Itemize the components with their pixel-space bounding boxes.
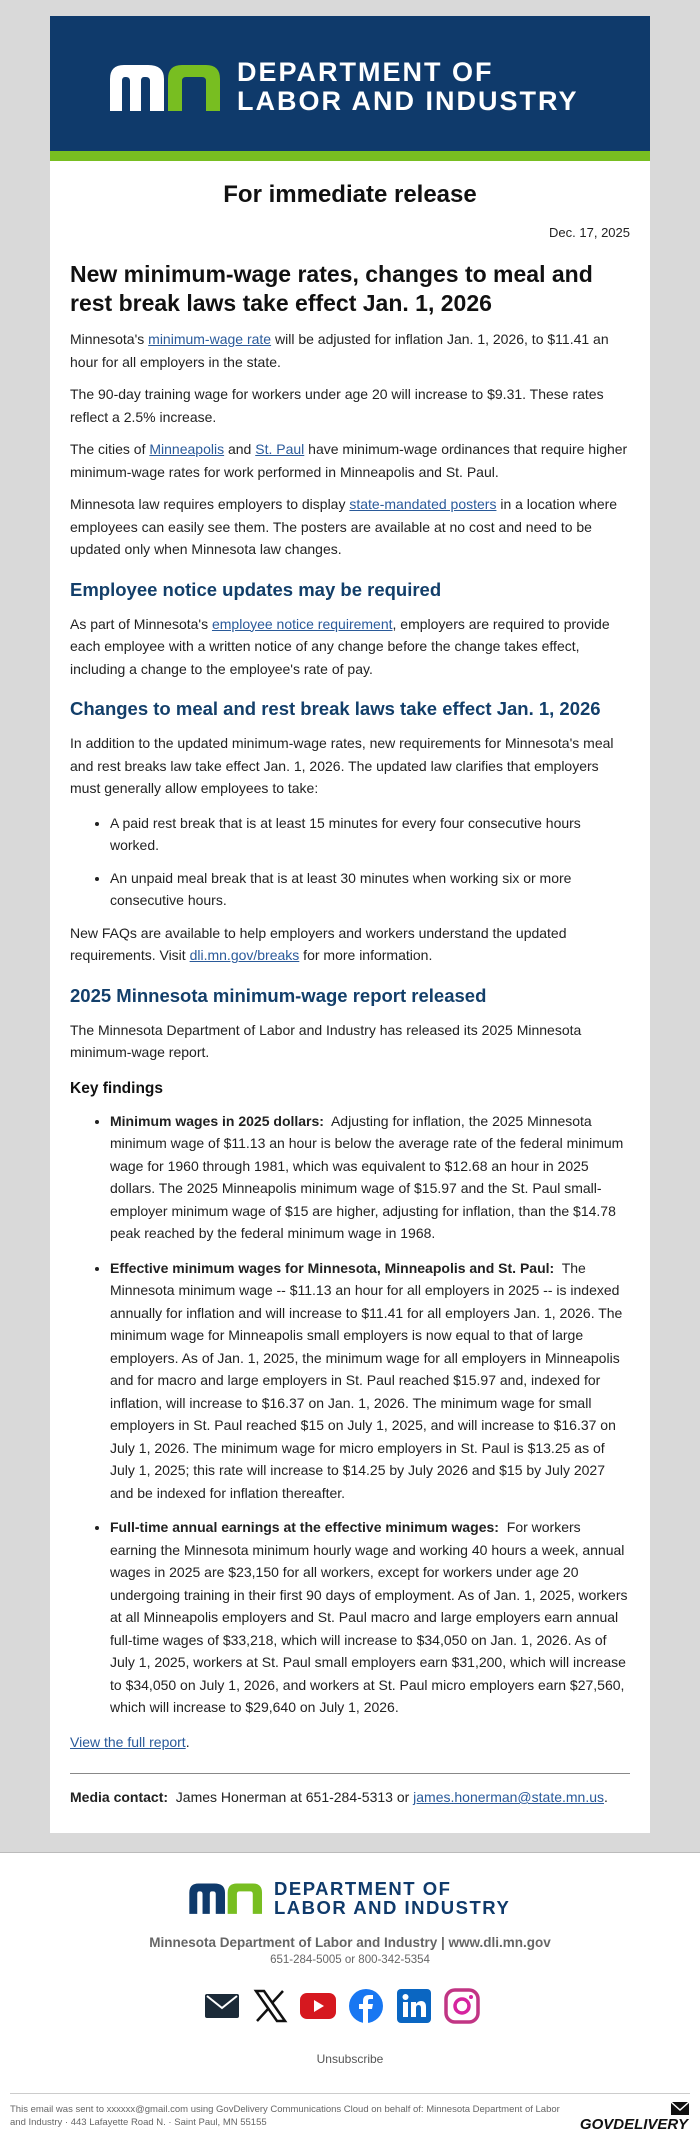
article-content xyxy=(50,161,650,1833)
employee-notice-link[interactable]: employee notice requirement xyxy=(211,615,393,632)
email-card xyxy=(50,16,650,1833)
logo-line2: LABOR AND INDUSTRY xyxy=(237,86,579,116)
linkedin-icon[interactable] xyxy=(395,1987,433,2025)
text: for more information. xyxy=(299,947,433,963)
text: in a location where employees can easily see them. The posters are available at no cost and need to be updated only when Minnesota law changes. xyxy=(70,496,618,557)
dli-logo xyxy=(108,58,579,116)
report-paragraph: The Minnesota Department of Labor and Industry has released its 2025 Minnesota minimum-wage report. xyxy=(70,1021,582,1060)
breaks-paragraph-1: In addition to the updated minimum-wage rates, new requirements for Minnesota's meal and rest breaks law take effect Jan. 1, 2026. The updated law clarifies that employers must generally allow employees to take: xyxy=(70,735,614,796)
finding-text: The Minnesota minimum wage -- $11.13 an hour for all employers in 2025 -- is indexed annually for inflation and will increase to $11.41 for all employers Jan. 1, 2026. The minimum wage for Minneapolis small employers is now equal to that of large employers. As of Jan. 1, 2025, the minimum wage for all employers in Minneapolis and for macro and large employers in St. Paul reached $15.97 and, indexed for inflation, will increase to $16.37 on Jan. 1, 2026. The minimum wage for small employers in St. Paul reached $15 on July 1, 2025, and will increase to $16.37 on July 1, 2026. The minimum wage for micro employers in St. Paul is $13.25 as of July 1, 2025; this rate will increase to $14.25 by July 2026 and $15 by July 2027 and be indexed for inflation thereafter. xyxy=(110,1259,623,1501)
full-report-paragraph xyxy=(70,1731,630,1754)
divider xyxy=(70,1773,630,1774)
text: New FAQs are available to help employers and workers understand the updated requirements. Visit xyxy=(70,924,567,963)
finding-title: Effective minimum wages for Minnesota, Minneapolis and St. Paul: xyxy=(110,1259,555,1276)
report-heading: 2025 Minnesota minimum-wage report released xyxy=(70,984,487,1006)
govdelivery-logo: GOVDELIVERY xyxy=(579,2116,688,2133)
breaks-list xyxy=(70,812,630,912)
header-banner xyxy=(50,16,650,151)
minneapolis-link[interactable]: Minneapolis xyxy=(149,441,225,457)
media-contact xyxy=(70,1786,630,1809)
finding-title: Minimum wages in 2025 dollars: xyxy=(110,1112,324,1129)
breaks-link[interactable]: dli.mn.gov/breaks xyxy=(189,947,300,963)
list-item: • A paid rest break that is at least 15 minutes for every four consecutive hours worked. xyxy=(110,812,630,857)
intro-paragraph-1 xyxy=(70,328,630,373)
state-posters-link[interactable]: state-mandated posters xyxy=(349,496,497,512)
finding-item xyxy=(110,1257,630,1505)
mn-logo-icon xyxy=(188,1880,264,1916)
breaks-heading: Changes to meal and rest break laws take effect Jan. 1, 2026 xyxy=(70,698,601,719)
footer-logo-text xyxy=(274,1879,510,1917)
footer-phone: 651-284-5005 or 800-342-5354 xyxy=(270,1954,430,1966)
text: The cities of xyxy=(70,441,150,457)
text: As part of Minnesota's xyxy=(70,615,212,632)
intro-paragraph-2: The 90-day training wage for workers under age 20 will increase to $9.31. These rates reflect a 2.5% increase. xyxy=(70,386,604,425)
findings-list xyxy=(70,1110,630,1719)
full-report-link[interactable]: View the full report xyxy=(70,1733,186,1750)
unsubscribe-link[interactable]: Unsubscribe xyxy=(316,2052,384,2066)
st-paul-link[interactable]: St. Paul xyxy=(255,441,305,457)
finding-item xyxy=(110,1516,630,1719)
media-email-link[interactable]: james.honerman@state.mn.us xyxy=(413,1789,605,1805)
footer-logo-line1: DEPARTMENT OF xyxy=(274,1878,452,1899)
headline: New minimum-wage rates, changes to meal and rest break laws take effect Jan. 1, 2026 xyxy=(70,261,593,316)
key-findings-heading: Key findings xyxy=(70,1079,164,1097)
footer xyxy=(0,1852,700,2155)
facebook-icon[interactable] xyxy=(347,1987,385,2025)
footer-logo xyxy=(188,1879,510,1917)
text: have minimum-wage ordinances that require higher minimum-wage rates for work performed in Minneapolis and St. Paul. xyxy=(70,441,628,480)
govdelivery-mail-icon xyxy=(670,2101,690,2117)
footer-divider xyxy=(10,2093,690,2094)
instagram-icon[interactable] xyxy=(443,1987,481,2025)
mn-logo-icon xyxy=(108,61,223,113)
finding-title: Full-time annual earnings at the effective minimum wages: xyxy=(110,1519,499,1535)
email-icon[interactable] xyxy=(203,1987,241,2025)
notice-heading: Employee notice updates may be required xyxy=(70,578,442,600)
footer-logo-line2: LABOR AND INDUSTRY xyxy=(274,1897,511,1918)
media-contact-label: Media contact: xyxy=(70,1789,169,1805)
footer-fine-print: This email was sent to xxxxxx@gmail.com using GovDelivery Communications Cloud on behalf of: Minnesota Department of Labor and Industry · 443 Lafayette Road N. · Saint Paul, MN 55155 xyxy=(10,2104,560,2128)
text: and xyxy=(224,441,256,457)
text: Minnesota law requires employers to display xyxy=(70,496,350,512)
list-item: • An unpaid meal break that is at least 30 minutes when working six or more consecutive hours. xyxy=(110,867,630,912)
intro-paragraph-4 xyxy=(70,493,630,561)
text: Minnesota's xyxy=(70,331,149,347)
media-contact-text: James Honerman at 651-284-5313 or xyxy=(175,1789,414,1805)
footer-org: Minnesota Department of Labor and Industry | www.dli.mn.gov xyxy=(149,1935,551,1950)
youtube-icon[interactable] xyxy=(299,1987,337,2025)
finding-item xyxy=(110,1110,630,1245)
finding-text: For workers earning the Minnesota minimum hourly wage and working 40 hours a week, annual wages in 2025 are $23,150 for all workers, except for workers under age 20 undergoing training in their first 90 days of employment. As of Jan. 1, 2025, workers at all Minneapolis employers and St. Paul macro and large employers earn annual full-time wages of $33,218, which will increase to $34,050 on Jan. 1, 2026. As of July 1, 2025, workers at St. Paul small employers earn $31,200, which will increase to $34,050 on July 1, 2026, and workers at St. Paul micro employers earn $27,560, which will increase to $29,640 on July 1, 2026. xyxy=(110,1519,628,1715)
green-accent-bar xyxy=(50,151,650,161)
text: will be adjusted for inflation Jan. 1, 2026, to $11.41 an hour for all employers in the state. xyxy=(70,331,609,370)
text: , employers are required to provide each employee with a written notice of any change before the change takes effect, including a change to the employee's rate of pay. xyxy=(70,615,610,677)
logo-line1: DEPARTMENT OF xyxy=(237,57,494,87)
release-label: For immediate release xyxy=(223,181,477,208)
text: . xyxy=(185,1733,190,1750)
release-date: Dec. 17, 2025 xyxy=(549,225,630,240)
x-icon[interactable] xyxy=(251,1987,289,2025)
dli-logo-text xyxy=(237,58,579,116)
breaks-paragraph-2 xyxy=(70,922,630,967)
minimum-wage-rate-link[interactable]: minimum-wage rate xyxy=(148,331,272,347)
text: . xyxy=(604,1789,608,1805)
finding-text: Adjusting for inflation, the 2025 Minnesota minimum wage of $11.13 an hour is below the average rate of the federal minimum wage for 1960 through 1981, which was equivalent to $12.68 an hour in 2025 dollars. The 2025 Minneapolis minimum wage of $15.97 and the St. Paul small-employer minimum wage of $15 are higher, adjusting for inflation, than the $14.78 peak reached by the federal minimum wage in 1968. xyxy=(110,1112,624,1241)
notice-paragraph xyxy=(70,613,630,681)
social-links xyxy=(203,1987,481,2025)
intro-paragraph-3 xyxy=(70,438,630,483)
